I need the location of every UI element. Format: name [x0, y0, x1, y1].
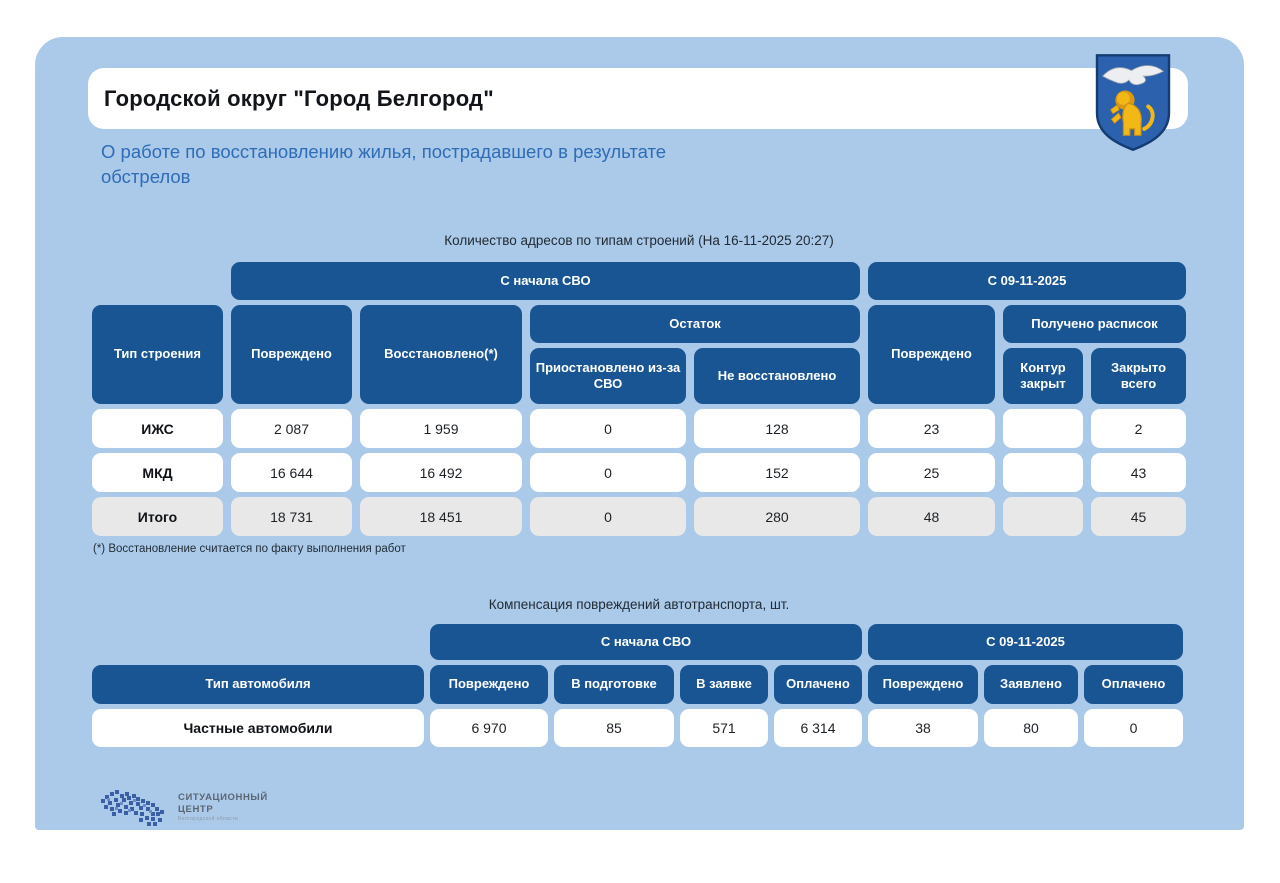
- table2-row-label: Частные автомобили: [92, 709, 424, 747]
- table1-cell: 2 087: [231, 409, 352, 448]
- table1-cell: 16 644: [231, 453, 352, 492]
- table2-group-header-date: С 09-11-2025: [868, 624, 1183, 660]
- table1-total-cell: 45: [1091, 497, 1186, 536]
- table1-cell: 23: [868, 409, 995, 448]
- table2-cell: 0: [1084, 709, 1183, 747]
- table1-footnote: (*) Восстановление считается по факту выполнения работ: [93, 543, 406, 555]
- table1-total-label: Итого: [92, 497, 223, 536]
- table1-cell: [1003, 453, 1083, 492]
- table1-cell: 43: [1091, 453, 1186, 492]
- belgorod-coat-of-arms-icon: [1093, 52, 1173, 153]
- situation-center-line2: ЦЕНТР: [178, 803, 214, 815]
- page-title: Городской округ "Город Белгород": [104, 85, 494, 111]
- table2-group-header-svo: С начала СВО: [430, 624, 862, 660]
- report-subtitle: О работе по восстановлению жилья, пострадавшего в результате обстрелов: [101, 141, 667, 187]
- table2-cell: 85: [554, 709, 674, 747]
- table1-corner-spacer: [92, 262, 223, 300]
- table1-row-label: ИЖС: [92, 409, 223, 448]
- header-bar: [88, 68, 1188, 129]
- table1-total-cell: 18 451: [360, 497, 522, 536]
- table1-cell: 0: [530, 453, 686, 492]
- table1-cell: [1003, 409, 1083, 448]
- situation-center-logo: [95, 785, 268, 829]
- table1-cell: 128: [694, 409, 860, 448]
- table1-total-cell: 18 731: [231, 497, 352, 536]
- belgorod-region-map-icon: [95, 785, 171, 829]
- buildings-table: [92, 262, 1186, 536]
- table1-title: Количество адресов по типам строений (На 16-11-2025 20:27): [444, 233, 834, 248]
- table1-cell: 2: [1091, 409, 1186, 448]
- table2-cell: 80: [984, 709, 1078, 747]
- table1-group-header-svo: С начала СВО: [231, 262, 860, 300]
- table1-total-cell: 0: [530, 497, 686, 536]
- table1-cell: 0: [530, 409, 686, 448]
- table1-header-damaged: Повреждено: [231, 305, 352, 404]
- table2-corner-spacer: [92, 624, 424, 660]
- table2-header-declared: Заявлено: [984, 665, 1078, 704]
- table1-header-contour-closed: Контур закрыт: [1003, 348, 1083, 404]
- table1-header-damaged2: Повреждено: [868, 305, 995, 404]
- table2-cell: 6 314: [774, 709, 862, 747]
- table1-cell: 25: [868, 453, 995, 492]
- table2-header-in-preparation: В подготовке: [554, 665, 674, 704]
- table1-cell: 16 492: [360, 453, 522, 492]
- table2-header-in-application: В заявке: [680, 665, 768, 704]
- table1-total-cell: 280: [694, 497, 860, 536]
- table2-cell: 6 970: [430, 709, 548, 747]
- table1-group-header-date: С 09-11-2025: [868, 262, 1186, 300]
- table1-total-cell: [1003, 497, 1083, 536]
- table1-header-closed-total: Закрыто всего: [1091, 348, 1186, 404]
- vehicles-table: [92, 624, 1183, 747]
- table1-cell: 1 959: [360, 409, 522, 448]
- table2-cell: 38: [868, 709, 978, 747]
- table1-header-receipts: Получено расписок: [1003, 305, 1186, 343]
- table1-header-remainder: Остаток: [530, 305, 860, 343]
- table1-cell: 152: [694, 453, 860, 492]
- table2-title: Компенсация повреждений автотранспорта, шт.: [488, 597, 790, 612]
- table2-header-paid: Оплачено: [774, 665, 862, 704]
- table1-header-type: Тип строения: [92, 305, 223, 404]
- table1-total-cell: 48: [868, 497, 995, 536]
- report-card: [35, 37, 1244, 830]
- table1-header-suspended: Приостановлено из-за СВО: [530, 348, 686, 404]
- situation-center-line1: СИТУАЦИОННЫЙ: [178, 791, 268, 803]
- table2-cell: 571: [680, 709, 768, 747]
- table2-header-damaged: Повреждено: [430, 665, 548, 704]
- table1-header-not-restored: Не восстановлено: [694, 348, 860, 404]
- table1-row-label: МКД: [92, 453, 223, 492]
- table2-header-type: Тип автомобиля: [92, 665, 424, 704]
- situation-center-line3: Белгородской области: [178, 816, 239, 823]
- situation-center-label: [178, 792, 268, 823]
- table2-header-paid2: Оплачено: [1084, 665, 1183, 704]
- table1-header-restored: Восстановлено(*): [360, 305, 522, 404]
- table2-header-damaged2: Повреждено: [868, 665, 978, 704]
